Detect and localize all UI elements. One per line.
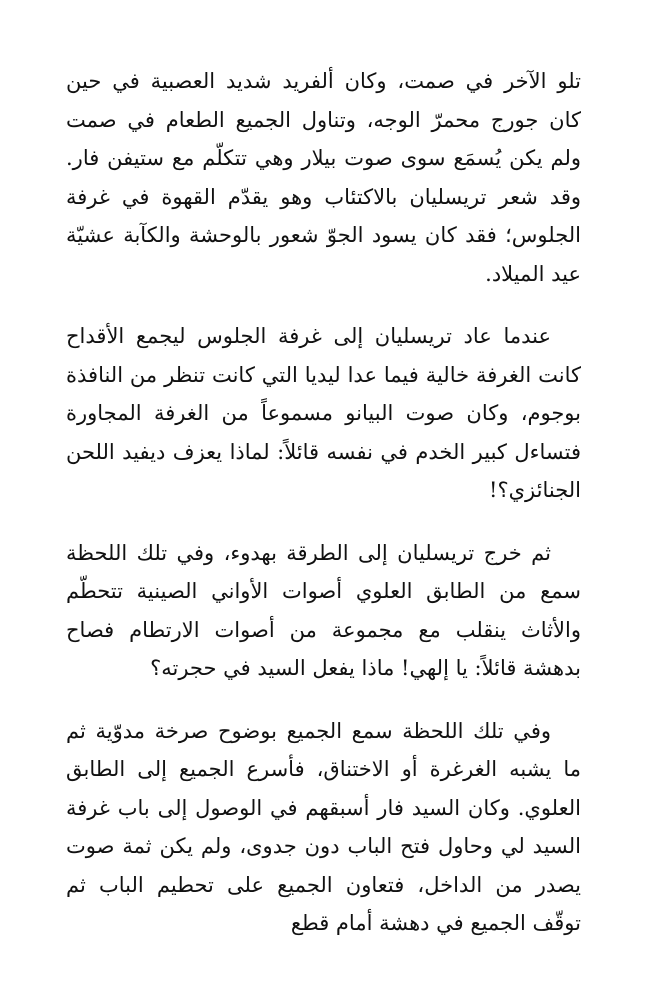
paragraph-2: عندما عاد تريسليان إلى غرفة الجلوس ليجمع الأقداح كانت الغرفة خالية فيما عدا ليديا التي كانت تنظر من النافذة بوجوم، وكان صوت البيانو مسموعاً من الغرفة المجاورة فتساءل كبير الخدم في نفسه قائلاً: لماذا يعزف ديفيد اللحن الجنائزي؟! xyxy=(66,324,581,502)
paragraph-1: تلو الآخر في صمت، وكان ألفريد شديد العصبية في حين كان جورج محمرّ الوجه، وتناول الجميع الطعام في صمت ولم يكن يُسمَع سوى صوت بيلار وهي تتكلّم مع ستيفن فار. وقد شعر تريسليان بالاكتئاب وهو يقدّم القهوة في غرفة الجلوس؛ فقد كان يسود الجوّ شعور بالوحشة والكآبة عشيّة عيد الميلاد. xyxy=(66,69,581,286)
paragraph-4: وفي تلك اللحظة سمع الجميع بوضوح صرخة مدوّية ثم ما يشبه الغرغرة أو الاختناق، فأسرع الجميع إلى الطابق العلوي. وكان السيد فار أسبقهم في الوصول إلى باب غرفة السيد لي وحاول فتح الباب دون جدوى، ولم يكن ثمة صوت يصدر من الداخل، فتعاون الجميع على تحطيم الباب ثم توقّف الجميع في دهشة أمام قطع xyxy=(66,718,581,935)
paragraph-3: ثم خرج تريسليان إلى الطرقة بهدوء، وفي تلك اللحظة سمع من الطابق العلوي أصوات الأواني الصينية تتحطّم والأثاث ينقلب مع مجموعة من أصوات الارتطام فصاح بدهشة قائلاً: يا إلهي! ماذا يفعل السيد في حجرته؟ xyxy=(66,540,581,680)
book-page xyxy=(66,62,581,967)
